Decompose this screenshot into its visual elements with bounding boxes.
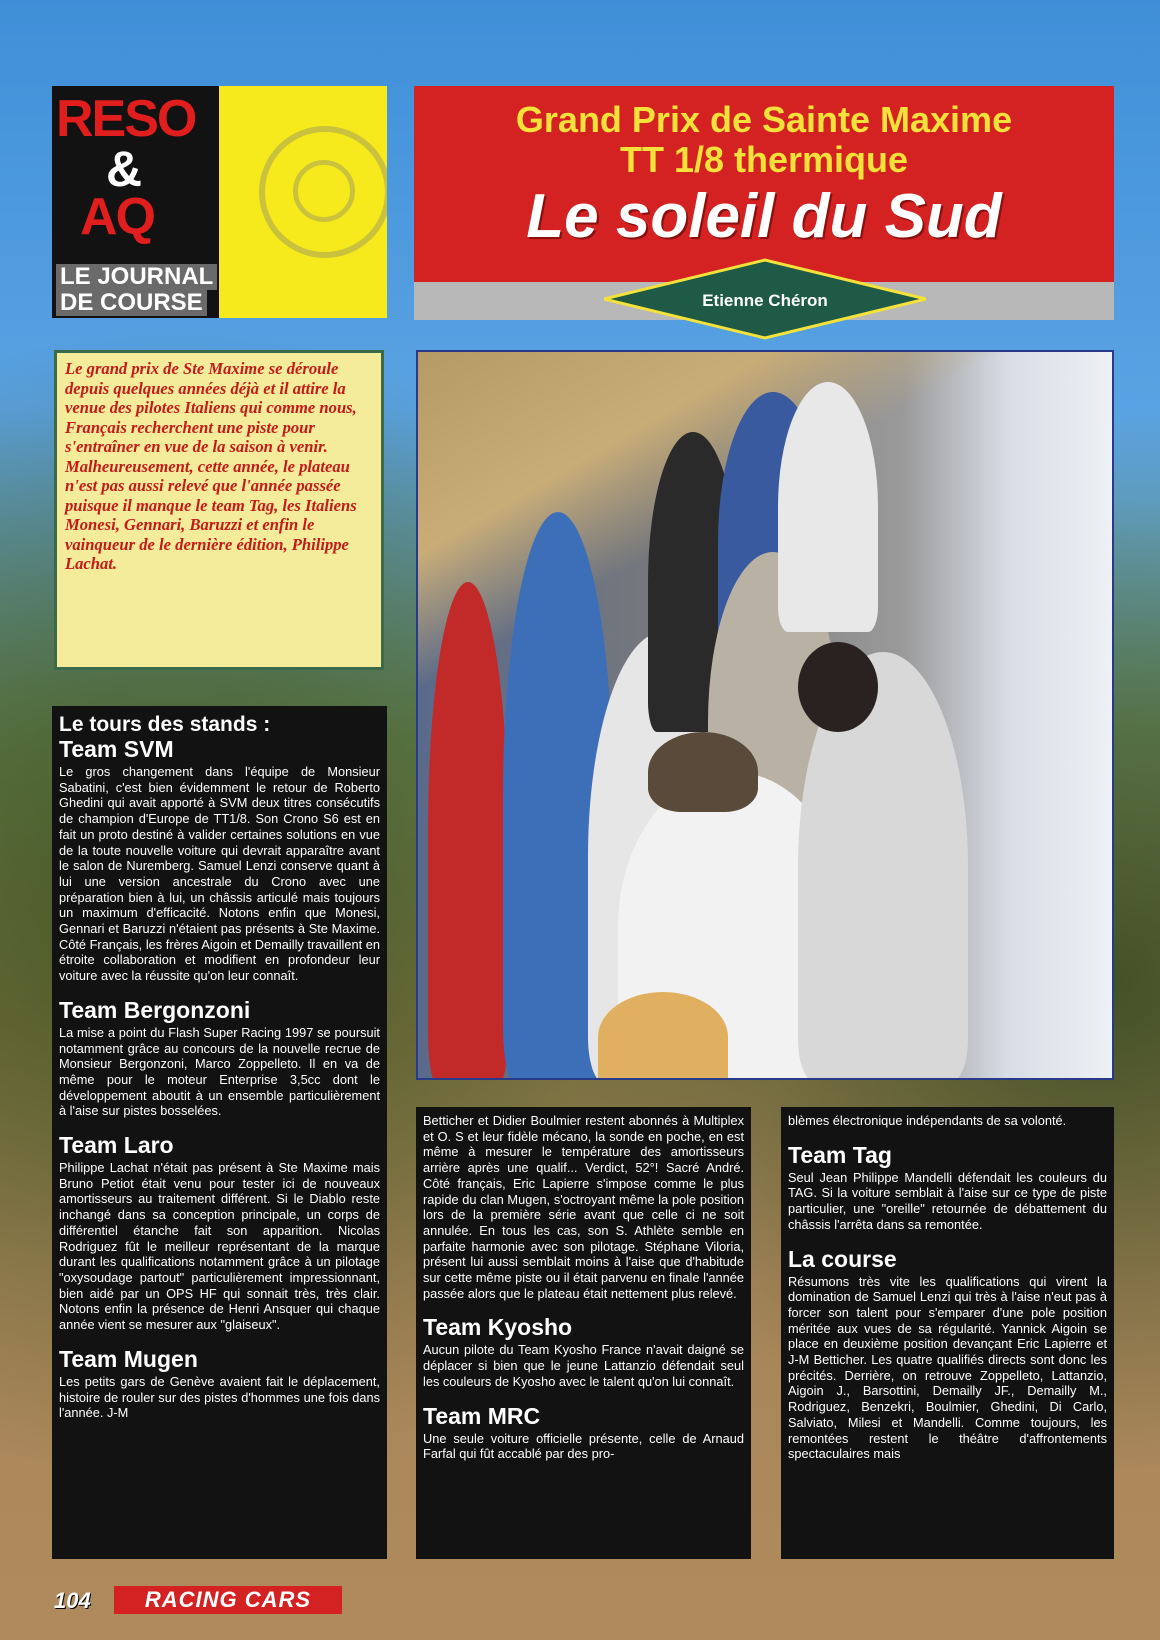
masthead-ampersand: & xyxy=(106,141,143,197)
heading-team-bergonzoni: Team Bergonzoni xyxy=(59,996,251,1023)
text-la-course: Résumons très vite les qualifications qui virent la domination de Samuel Lenzi qui très à l'aise n'eut pas à forcer son talent pour s'emparer d'une pole position méritée aux vues de sa régularité. Yannick Aigoin se place en deuxième position devançant Eric Lapierre et J-M Betticher. Les quatre qualifiés directs sont donc les précités. Derrière, on retrouve Zoppelleto, Lattanzio, Aigoin J., Barsottini, Demailly JF., Demailly M., Rodriguez, Benzekri, Boulmier, Ghedini, Di Carlo, Salviato, Milesi et Mandelli. Comme toujours, les remontées restent le théâtre d'affrontements spectaculaires mais xyxy=(788,1273,1107,1462)
masthead-aq: AQ xyxy=(80,188,154,246)
text-team-bergonzoni: La mise a point du Flash Super Racing 1997 se poursuit notamment grâce au concours de la nouvelle recrue de Monsieur Bergonzoni, Marco Zoppelleto. Il en va de même pour le moteur Enterprise 3,5cc dont le développement aboutit à un ensemble particulièrement à l'aise sur pistes bosselées. xyxy=(59,1024,380,1119)
article-column-3 xyxy=(781,1107,1114,1559)
page-title: Le soleil du Sud xyxy=(526,182,1002,251)
text-team-laro: Philippe Lachat n'était pas présent à Ste Maxime mais Bruno Petiot était venu pour tester ici de nouveaux amortisseurs au traitement différent. Si le Diablo reste inchangé dans sa conception principale, un corps de différentiel étanche fait son apparition. Nicolas Rodriguez fût le meilleur représentant de la marque durant les qualifications notamment grâce à un pilotage "oxysoudage partout" particulièrement impressionnant, bien aidé par un OPS HF qui sonnait très, très clair. Notons enfin la présence de Henri Ansquer qui chaque année vient se mesurer aux "glaiseux". xyxy=(59,1160,380,1333)
title-category: TT 1/8 thermique xyxy=(619,139,909,180)
text-mugen-continuation: Betticher et Didier Boulmier restent abonnés à Multiplex et O. S et leur fidèle mécano, la sonde en poche, en est même à mesurer le température des amortisseurs arrière après une qualif... Verdict, 52°! Sacré André. Côté français, Eric Lapierre s'impose comme le plus rapide du clan Mugen, s'octroyant même la pole position lors de la première série avant que celle ci ne soit annulée. En tous les cas, son S. Athlète semble en parfaite harmonie avec son pilotage. Stéphane Viloria, présent lui aussi semblait moins à l'aise que d'habitude sur cette même piste ou il était parvenu en finale l'année passée alors que le plateau était nettement plus relevé. xyxy=(423,1113,744,1301)
crowd-photo xyxy=(416,350,1114,1080)
heading-team-tag: Team Tag xyxy=(788,1141,892,1168)
heading-la-course: La course xyxy=(788,1245,897,1272)
section-title: Le tours des stands : xyxy=(59,713,271,736)
magazine-brand: RACING CARS xyxy=(114,1586,342,1614)
photo-figure xyxy=(798,642,878,732)
masthead-journal-line1: LE JOURNAL xyxy=(56,264,217,290)
watermark-icon xyxy=(259,126,387,258)
cap-icon xyxy=(648,732,758,812)
heading-team-svm: Team SVM xyxy=(59,736,174,762)
text-team-svm: Le gros changement dans l'équipe de Monsieur Sabatini, c'est bien évidemment le retour de Roberto Ghedini qui avait apporté à SVM deux titres consécutifs de champion d'Europe de TT1/8. Son Crono S6 est en fait un proto destiné à valider certaines solutions en vue de la toute nouvelle voiture qui devrait apparaître avant le salon de Nuremberg. Samuel Lenzi conserve quant à lui une version ancestrale du Crono avec une préparation bien à lui, un châssis articulé mais toujours un maximum d'efficacité. Notons enfin que Monesi, Gennari et Baruzzi n'étaient pas présents à Ste Maxime. Côté Français, les frères Aigoin et Demailly travaillent en étroite collaboration et modifient en profondeur leur voiture avec la réussite qu'on leur connaît. xyxy=(59,764,380,984)
title-banner xyxy=(414,86,1114,282)
text-team-mugen: Les petits gars de Genève avaient fait le déplacement, histoire de rouler sur des pistes d'hommes une fois dans l'année. J-M xyxy=(59,1373,380,1421)
masthead-yellow-panel xyxy=(219,86,387,318)
masthead-logo xyxy=(52,86,219,318)
text-team-tag: Seul Jean Philippe Mandelli défendait les couleurs du TAG. Si la voiture semblait à l'aise sur ce type de piste particulier, une "oreille" retournée de débattement du châssis l'arrêta dans sa remontée. xyxy=(788,1169,1107,1232)
heading-team-mugen: Team Mugen xyxy=(59,1345,198,1372)
text-mrc-continuation: blèmes électronique indépendants de sa volonté. xyxy=(788,1113,1067,1128)
masthead-journal-line2: DE COURSE xyxy=(56,290,207,316)
masthead-reso: RESO xyxy=(56,90,196,148)
heading-team-kyosho: Team Kyosho xyxy=(423,1314,573,1341)
photo-figure xyxy=(598,992,728,1080)
title-event: Grand Prix de Sainte Maxime xyxy=(515,99,1013,140)
intro-box xyxy=(54,350,384,670)
text-team-mrc: Une seule voiture officielle présente, celle de Arnaud Farfal qui fût accablé par des pro- xyxy=(423,1430,744,1462)
author-badge xyxy=(604,258,926,340)
heading-team-mrc: Team MRC xyxy=(423,1402,541,1429)
photo-figure xyxy=(778,382,878,632)
heading-team-laro: Team Laro xyxy=(59,1132,174,1159)
text-team-kyosho: Aucun pilote du Team Kyosho France n'avait daigné se déplacer si bien que le jeune Lattanzio défendait seul les couleurs de Kyosho avec le talent qu'on lui connaît. xyxy=(423,1342,744,1389)
page-number: 104 xyxy=(54,1588,91,1613)
article-column-1 xyxy=(52,706,387,1559)
photo-figure xyxy=(428,582,508,1080)
author-name: Etienne Chéron xyxy=(702,291,828,310)
intro-text: Le grand prix de Ste Maxime se déroule depuis quelques années déjà et il attire la venue des pilotes Italiens qui comme nous, Français recherchent une piste pour s'entraîner en vue de la saison à venir. Malheureusement, cette année, le plateau n'est pas aussi relevé que l'année passée puisque il manque le team Tag, les Italiens Monesi, Gennari, Baruzzi et enfin le vainqueur de le dernière édition, Philippe Lachat. xyxy=(65,359,357,573)
article-column-2 xyxy=(416,1107,751,1559)
